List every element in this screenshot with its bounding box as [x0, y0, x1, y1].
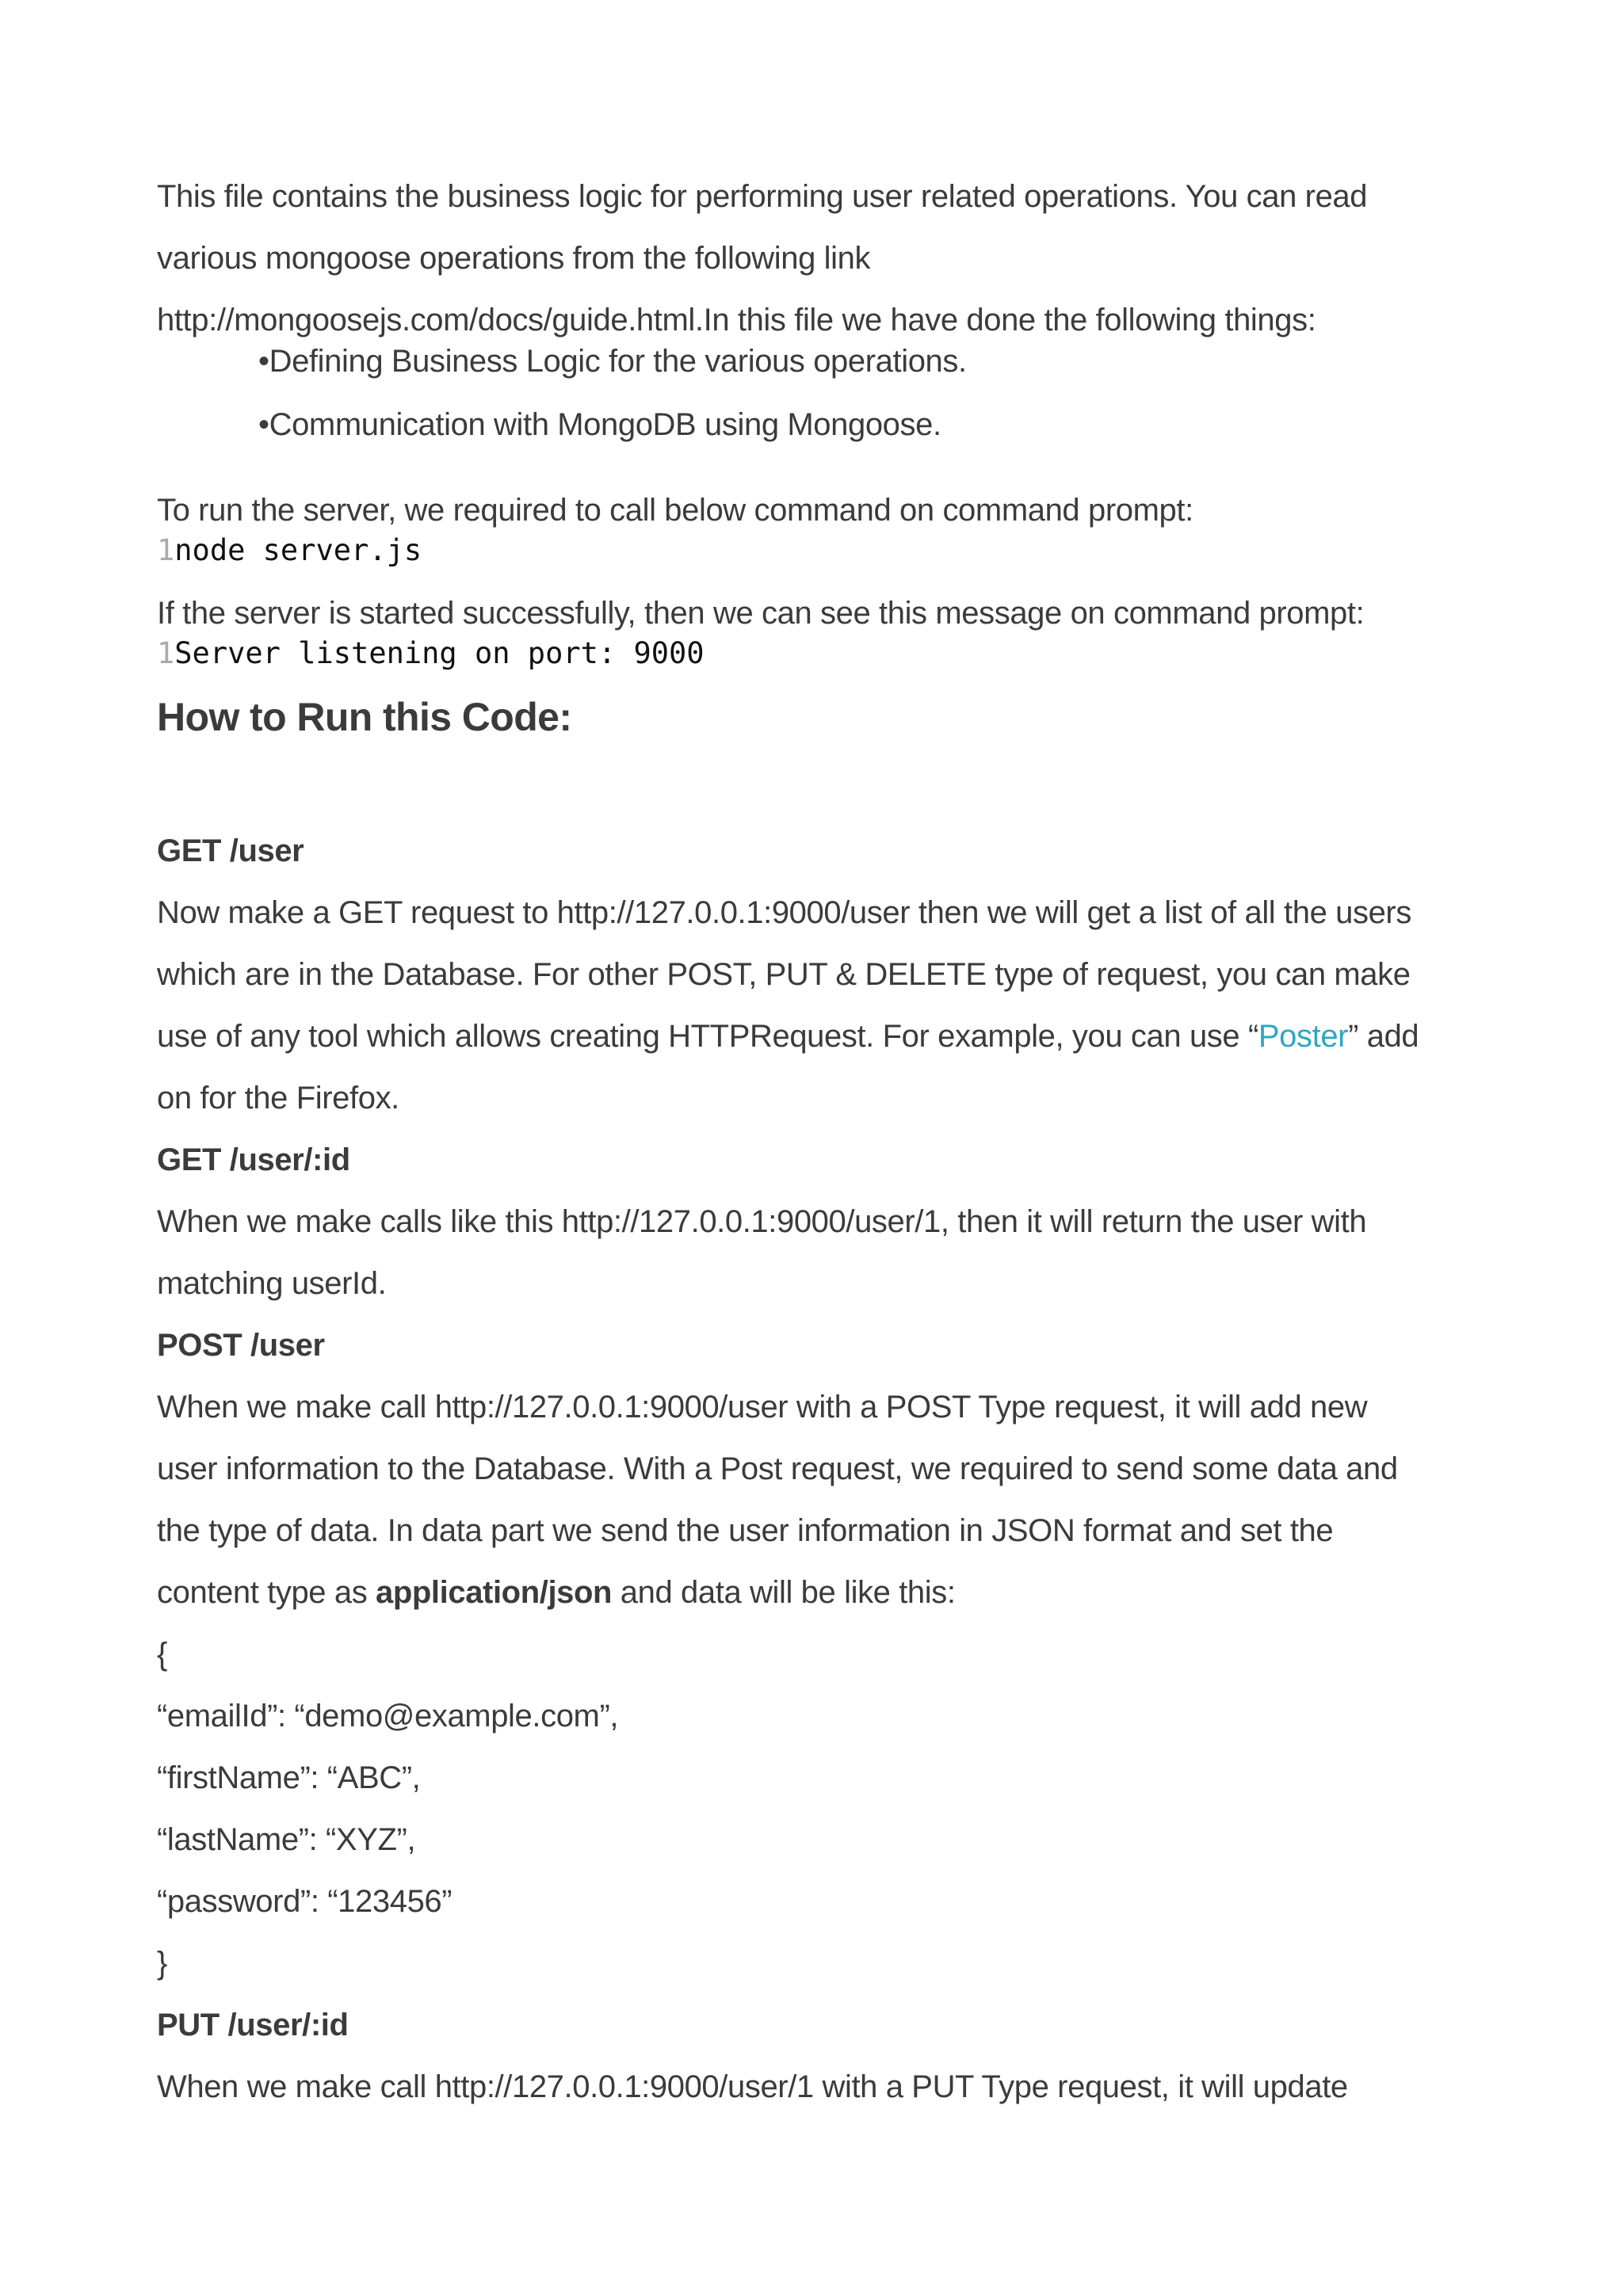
heading-post-user: POST /user [157, 1328, 325, 1363]
get-user-id-line-2: matching userId. [157, 1266, 387, 1301]
json-line: “firstName”: “ABC”, [157, 1760, 421, 1795]
get-user-line-2: which are in the Database. For other POST, PUT & DELETE type of request, you can make [157, 957, 1411, 992]
get-user-line-1: Now make a GET request to http://127.0.0.1:9000/user then we will get a list of all the users [157, 895, 1411, 930]
post-user-line-4 [157, 1572, 956, 1613]
server-started-instruction: If the server is started successfully, then we can see this message on command prompt: [157, 596, 1365, 631]
json-line: “password”: “123456” [157, 1884, 453, 1919]
post-user-line-2: user information to the Database. With a Post request, we required to send some data and [157, 1451, 1398, 1486]
heading-get-user: GET /user [157, 833, 304, 868]
heading-put-user-id: PUT /user/:id [157, 2008, 349, 2042]
get-user-id-line-1: When we make calls like this http://127.0.0.1:9000/user/1, then it will return the user with [157, 1204, 1367, 1239]
post-user-line-4-text: content type as [157, 1575, 376, 1610]
code-line-number: 1 [157, 533, 175, 567]
get-user-line-3-text: use of any tool which allows creating HTTPRequest. For example, you can use “ [157, 1019, 1258, 1054]
json-line: “lastName”: “XYZ”, [157, 1822, 416, 1857]
post-user-line-1: When we make call http://127.0.0.1:9000/user with a POST Type request, it will add new [157, 1390, 1368, 1425]
post-user-line-4-tail: and data will be like this: [612, 1575, 956, 1610]
code-block-node-server [157, 532, 422, 569]
get-user-line-3-tail: ” add [1348, 1019, 1419, 1054]
bullet-item-business-logic: •Defining Business Logic for the various operations. [258, 344, 967, 379]
poster-link[interactable]: Poster [1258, 1019, 1349, 1054]
post-user-line-3: the type of data. In data part we send the user information in JSON format and set the [157, 1513, 1334, 1548]
code-line-text: node server.js [174, 533, 422, 567]
heading-how-to-run: How to Run this Code: [157, 695, 572, 739]
content-type-value: application/json [376, 1575, 613, 1610]
json-line: “emailId”: “demo@example.com”, [157, 1699, 619, 1733]
bullet-item-mongodb: •Communication with MongoDB using Mongoose. [258, 407, 941, 442]
json-line: { [157, 1637, 167, 1672]
heading-get-user-id: GET /user/:id [157, 1142, 350, 1177]
code-line-number: 1 [157, 636, 175, 670]
code-line-text: Server listening on port: 9000 [174, 636, 705, 670]
intro-paragraph-line-2: various mongoose operations from the following link [157, 241, 871, 276]
get-user-line-3 [157, 1016, 1419, 1057]
get-user-line-4: on for the Firefox. [157, 1081, 399, 1116]
code-block-server-listening [157, 635, 705, 672]
json-line: } [157, 1946, 167, 1981]
put-user-id-line-1: When we make call http://127.0.0.1:9000/user/1 with a PUT Type request, it will update [157, 2069, 1348, 2104]
run-server-instruction: To run the server, we required to call below command on command prompt: [157, 493, 1193, 528]
intro-paragraph-line-3: http://mongoosejs.com/docs/guide.html.In this file we have done the following things: [157, 303, 1316, 338]
intro-paragraph-line-1: This file contains the business logic for performing user related operations. You can read [157, 179, 1368, 214]
